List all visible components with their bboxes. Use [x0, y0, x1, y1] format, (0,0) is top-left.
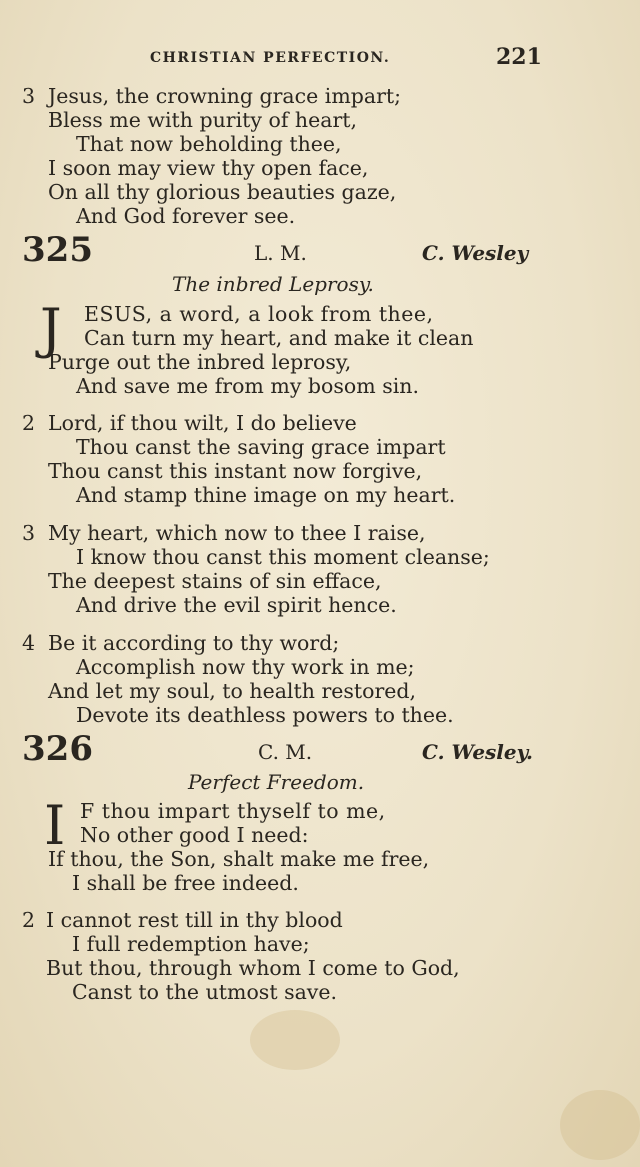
verse-line: And let my soul, to health restored, [48, 679, 417, 703]
verse-line: Canst to the utmost save. [72, 980, 338, 1004]
verse-line: I full redemption have; [72, 932, 310, 956]
verse-line: That now beholding thee, [76, 132, 342, 156]
verse-number: 3 [22, 521, 36, 545]
verse-line: Thou canst the saving grace impart [76, 435, 446, 459]
verse-line: The deepest stains of sin efface, [48, 569, 382, 593]
verse-line: Thou canst this instant now forgive, [48, 459, 423, 483]
verse-line: If thou, the Son, shalt make me free, [48, 847, 430, 871]
paper-stain [250, 1010, 340, 1070]
verse-line: No other good I need: [80, 823, 309, 847]
verse-line: On all thy glorious beauties gaze, [48, 180, 397, 204]
verse-line: ESUS, a word, a look from thee, [84, 302, 434, 326]
verse-number: 2 [22, 908, 36, 932]
verse-line: My heart, which now to thee I raise, [48, 521, 426, 545]
drop-cap: J [40, 297, 62, 360]
hymn-number: 325 [22, 230, 93, 270]
verse-line: F thou impart thyself to me, [80, 799, 386, 823]
page-number: 221 [496, 44, 542, 70]
verse-line: I cannot rest till in thy blood [46, 908, 343, 932]
hymn-author: C. Wesley. [422, 740, 533, 764]
verse-line: Devote its deathless powers to thee. [76, 703, 454, 727]
verse-line: But thou, through whom I come to God, [46, 956, 460, 980]
verse-line: I shall be free indeed. [72, 871, 299, 895]
verse-line: And save me from my bosom sin. [76, 374, 420, 398]
verse-number: 4 [22, 631, 36, 655]
verse-line: I soon may view thy open face, [48, 156, 369, 180]
hymn-title: The inbred Leprosy. [172, 272, 374, 296]
verse-line: Purge out the inbred leprosy, [48, 350, 352, 374]
verse-line: Can turn my heart, and make it clean [84, 326, 474, 350]
hymn-author: C. Wesley [422, 241, 529, 265]
verse-line: And drive the evil spirit hence. [76, 593, 397, 617]
verse-line: Accomplish now thy work in me; [76, 655, 415, 679]
verse-line: Be it according to thy word; [48, 631, 340, 655]
page-header [0, 42, 640, 72]
verse-number: 3 [22, 84, 36, 108]
verse-line: Bless me with purity of heart, [48, 108, 358, 132]
verse-line: And God forever see. [76, 204, 296, 228]
paper-stain [560, 1090, 640, 1160]
running-title: CHRISTIAN PERFECTION. [150, 50, 391, 66]
verse-line: Jesus, the crowning grace impart; [48, 84, 402, 108]
hymn-meter: L. M. [254, 241, 307, 265]
hymn-title: Perfect Freedom. [188, 770, 365, 794]
verse-line: I know thou canst this moment cleanse; [76, 545, 490, 569]
hymn-number: 326 [22, 729, 93, 769]
hymn-meter: C. M. [258, 740, 313, 764]
verse-number: 2 [22, 411, 36, 435]
drop-cap: I [44, 794, 66, 857]
verse-line: And stamp thine image on my heart. [76, 483, 456, 507]
verse-line: Lord, if thou wilt, I do believe [48, 411, 357, 435]
